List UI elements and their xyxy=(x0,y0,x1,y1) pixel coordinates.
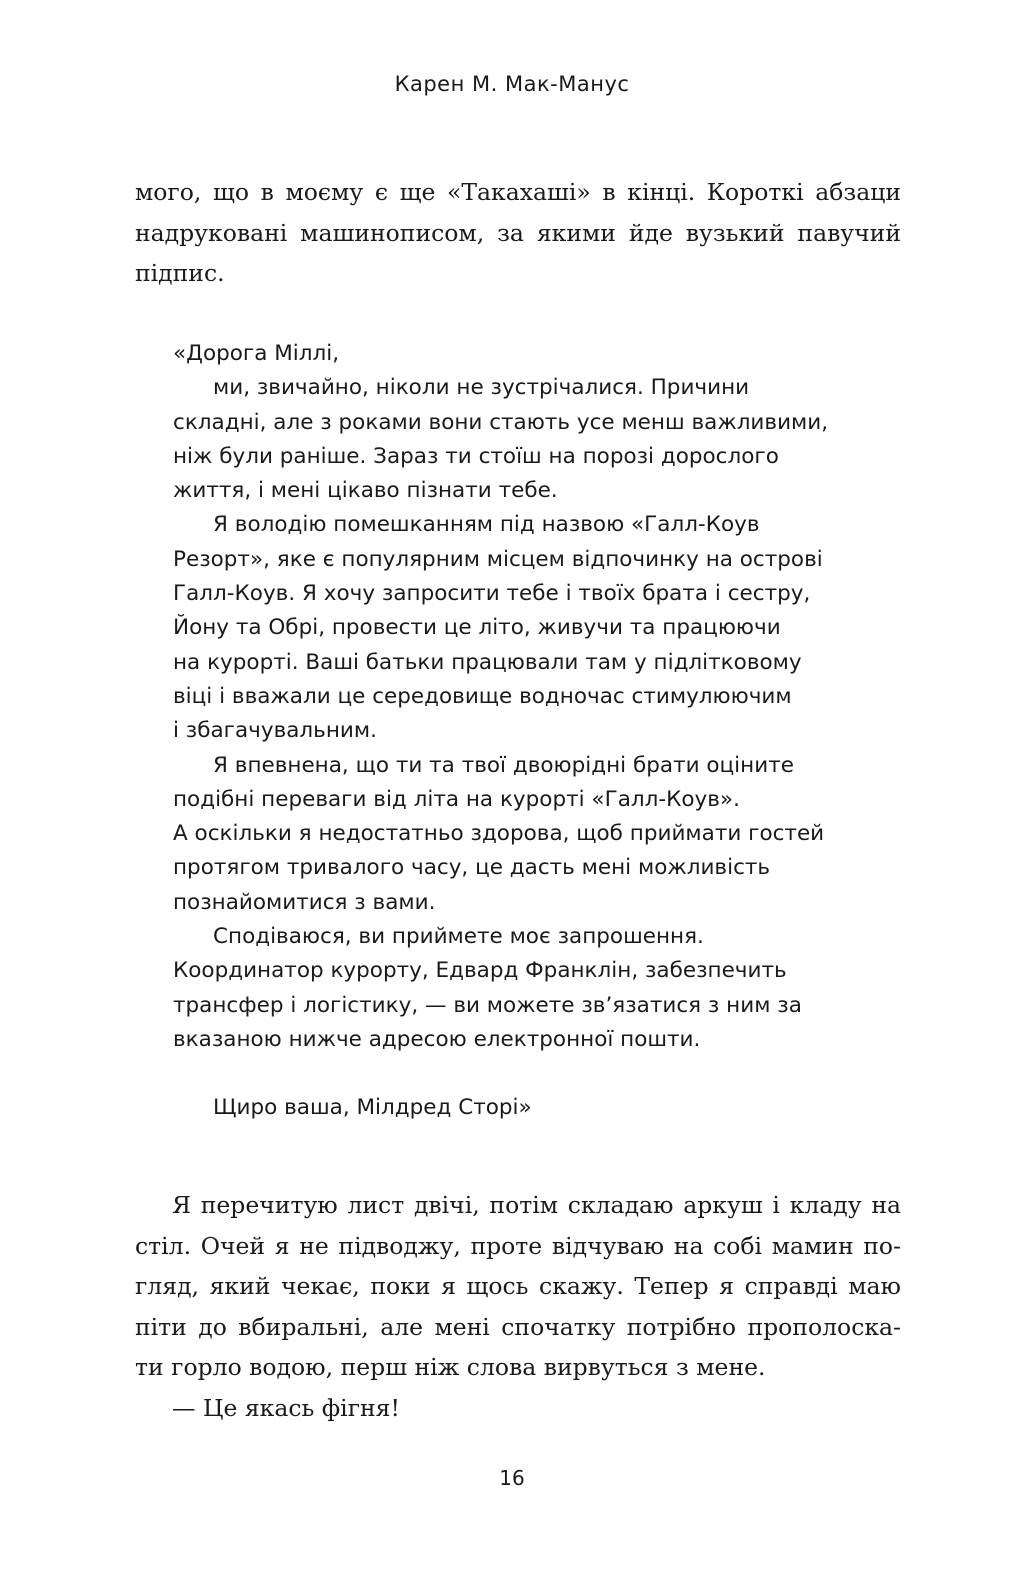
letter-block xyxy=(173,337,901,1126)
letter-line: Координатор курорту, Едвард Франклін, забезпечить xyxy=(173,958,787,984)
letter-line: Сподіваюся, ви приймете моє запрошення. xyxy=(213,924,704,950)
dialogue-line: — Це якась фігня! xyxy=(172,1393,400,1422)
letter-signature: Щиро ваша, Мілдред Сторі» xyxy=(213,1095,532,1121)
letter-line: протягом тривалого часу, це дасть мені можливість xyxy=(173,855,771,881)
text-line: Я перечитую лист двічі, потім складаю аркуш і кладу на xyxy=(172,1191,901,1219)
letter-line: подібні переваги від літа на курорті «Галл-Коув». xyxy=(173,786,740,812)
letter-line: життя, і мені цікаво пізнати тебе. xyxy=(173,478,558,504)
text-line: мого, що в моєму є ще «Такахаші» в кінці. Короткі абзаци xyxy=(135,178,901,206)
letter-line: і збагачувальним. xyxy=(173,718,377,744)
letter-line: складні, але з роками вони стають усе менш важливими, xyxy=(173,409,829,435)
letter-greeting: «Дорога Міллі, xyxy=(173,341,340,366)
letter-line: на курорті. Ваші батьки працювали там у підлітковому xyxy=(173,649,802,675)
text-line: ти горло водою, перш ніж слова вирвуться з мене. xyxy=(135,1353,766,1381)
letter-line: трансфер і логістику, — ви можете зв’язатися з ним за xyxy=(173,992,802,1018)
page-number: 16 xyxy=(499,1466,525,1490)
letter-line: А оскільки я недостатньо здорова, щоб приймати гостей xyxy=(173,821,825,847)
text-line: підпис. xyxy=(135,259,225,287)
paragraph-top xyxy=(135,172,901,294)
running-head: Карен М. Мак-Манус xyxy=(394,72,630,96)
letter-line: Галл-Коув. Я хочу запросити тебе і твоїх брата і сестру, xyxy=(173,581,811,607)
letter-line: ми, звичайно, ніколи не зустрічалися. Причини xyxy=(213,375,750,401)
text-line: надруковані машинописом, за якими йде вузький павучий xyxy=(135,218,901,247)
letter-line: віці і вважали це середовище водночас стимулюючим xyxy=(173,683,792,709)
paragraph-bottom xyxy=(135,1185,901,1428)
letter-line: Йону та Обрі, провести це літо, живучи та працюючи xyxy=(173,615,781,641)
letter-line: вказаною нижче адресою електронної пошти. xyxy=(173,1026,701,1052)
text-line: гляд, який чекає, поки я щось скажу. Тепер я справді маю xyxy=(135,1272,901,1300)
letter-line: ніж були раніше. Зараз ти стоїш на порозі дорослого xyxy=(173,443,779,469)
letter-line: Я володію помешканням під назвою «Галл-Коув xyxy=(213,512,760,538)
text-line: стіл. Очей я не підводжу, проте відчуваю на собі мамин по- xyxy=(135,1231,901,1260)
letter-line: Резорт», яке є популярним місцем відпочинку на острові xyxy=(173,546,823,572)
letter-line: познайомитися з вами. xyxy=(173,889,436,915)
letter-spacer xyxy=(173,1057,901,1091)
text-line: піти до вбиральні, але мені спочатку потрібно прополоска- xyxy=(135,1312,901,1341)
letter-line: Я впевнена, що ти та твої двоюрідні брати оціните xyxy=(213,752,794,778)
